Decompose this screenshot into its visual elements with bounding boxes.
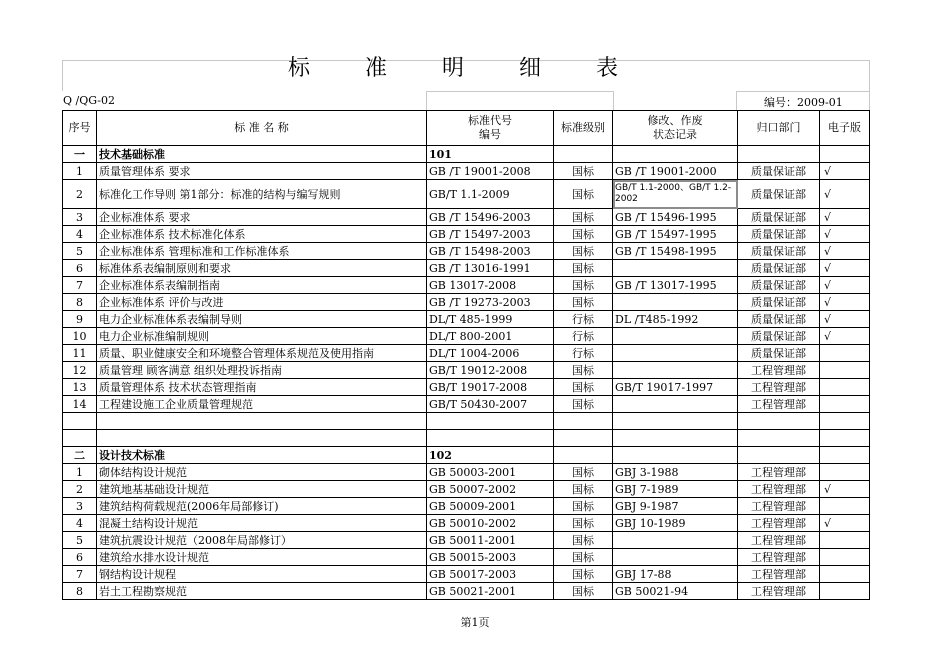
row-dept: 工程管理部: [738, 566, 820, 583]
row-revision: GBJ 17-88: [613, 566, 738, 583]
row-no: 9: [63, 311, 97, 328]
row-electronic: √: [820, 226, 870, 243]
row-revision: DL /T485-1992: [613, 311, 738, 328]
blank-cell: [63, 430, 97, 447]
row-code: GB 50021-2001: [427, 583, 554, 600]
header-revision-line2: 状态记录: [653, 128, 697, 141]
blank-cell: [820, 413, 870, 430]
section-code: 101: [427, 146, 554, 163]
header-electronic: 电子版: [820, 111, 870, 146]
row-name: 质量管理 顾客满意 组织处理投诉指南: [97, 362, 427, 379]
row-dept: 工程管理部: [738, 362, 820, 379]
blank-cell: [97, 430, 427, 447]
row-dept: 质量保证部: [738, 311, 820, 328]
row-revision: [613, 396, 738, 413]
row-dept: 质量保证部: [738, 243, 820, 260]
row-code: GB 50017-2003: [427, 566, 554, 583]
row-electronic: [820, 345, 870, 362]
section-blank-cell: [613, 447, 738, 464]
row-dept: 质量保证部: [738, 328, 820, 345]
table-row: [63, 294, 870, 311]
row-revision: GB 50021-94: [613, 583, 738, 600]
row-level: 国标: [554, 180, 613, 209]
table-row: [63, 345, 870, 362]
table-row: [63, 311, 870, 328]
blank-cell: [613, 430, 738, 447]
header-dept: 归口部门: [738, 111, 820, 146]
row-electronic: [820, 566, 870, 583]
row-level: 国标: [554, 209, 613, 226]
row-revision: GBJ 7-1989: [613, 481, 738, 498]
row-name: 建筑地基基础设计规范: [97, 481, 427, 498]
row-electronic: √: [820, 515, 870, 532]
row-code: GB 13017-2008: [427, 277, 554, 294]
row-no: 6: [63, 549, 97, 566]
row-revision: GBJ 9-1987: [613, 498, 738, 515]
section-blank-cell: [820, 146, 870, 163]
row-revision: GB/T 19017-1997: [613, 379, 738, 396]
doc-code: Q /QG-02: [63, 94, 115, 107]
row-no: 10: [63, 328, 97, 345]
row-revision: [613, 345, 738, 362]
row-code: GB /T 13016-1991: [427, 260, 554, 277]
standards-table: [62, 110, 870, 600]
row-code: GB/T 19017-2008: [427, 379, 554, 396]
row-no: 3: [63, 209, 97, 226]
blank-cell: [554, 430, 613, 447]
row-name: 岩土工程勘察规范: [97, 583, 427, 600]
row-level: 国标: [554, 566, 613, 583]
row-no: 6: [63, 260, 97, 277]
row-code: GB 50003-2001: [427, 464, 554, 481]
header-name: 标 准 名 称: [97, 111, 427, 146]
table-row: [63, 566, 870, 583]
table-row: [63, 549, 870, 566]
row-name: 质量管理体系 要求: [97, 163, 427, 180]
row-name: 建筑抗震设计规范（2008年局部修订）: [97, 532, 427, 549]
row-name: 质量、职业健康安全和环境整合管理体系规范及使用指南: [97, 345, 427, 362]
table-row: [63, 362, 870, 379]
row-revision: GB /T 19001-2000: [613, 163, 738, 180]
table-row: [63, 163, 870, 180]
row-code: GB 50015-2003: [427, 549, 554, 566]
row-no: 3: [63, 498, 97, 515]
row-code: GB/T 19012-2008: [427, 362, 554, 379]
header-code-line2: 编号: [479, 128, 501, 141]
row-no: 13: [63, 379, 97, 396]
row-electronic: [820, 498, 870, 515]
table-row: [63, 498, 870, 515]
row-no: 11: [63, 345, 97, 362]
row-level: 国标: [554, 277, 613, 294]
row-revision: GBJ 10-1989: [613, 515, 738, 532]
row-level: 国标: [554, 583, 613, 600]
row-revision: [613, 532, 738, 549]
row-name: 混凝土结构设计规范: [97, 515, 427, 532]
row-electronic: √: [820, 277, 870, 294]
row-level: 国标: [554, 481, 613, 498]
row-code: GB 50007-2002: [427, 481, 554, 498]
doc-number: 编号：2009-01: [764, 96, 843, 109]
row-electronic: [820, 583, 870, 600]
blank-cell: [738, 430, 820, 447]
row-dept: 工程管理部: [738, 481, 820, 498]
row-name: 质量管理体系 技术状态管理指南: [97, 379, 427, 396]
table-row: [63, 209, 870, 226]
row-level: 国标: [554, 260, 613, 277]
row-electronic: √: [820, 328, 870, 345]
table-row: [63, 277, 870, 294]
row-revision: GBJ 3-1988: [613, 464, 738, 481]
row-dept: 工程管理部: [738, 549, 820, 566]
row-electronic: √: [820, 260, 870, 277]
section-blank-cell: [613, 146, 738, 163]
row-name: 企业标准体系 要求: [97, 209, 427, 226]
row-no: 4: [63, 226, 97, 243]
row-electronic: √: [820, 243, 870, 260]
row-revision: GB /T 15498-1995: [613, 243, 738, 260]
row-level: 国标: [554, 396, 613, 413]
table-row: [63, 583, 870, 600]
blank-cell: [613, 413, 738, 430]
row-no: 5: [63, 243, 97, 260]
blank-cell: [97, 413, 427, 430]
row-electronic: √: [820, 180, 870, 209]
row-code: DL/T 1004-2006: [427, 345, 554, 362]
row-level: 国标: [554, 243, 613, 260]
row-electronic: [820, 549, 870, 566]
row-dept: 质量保证部: [738, 180, 820, 209]
page-number: 第1页: [460, 616, 490, 629]
row-electronic: [820, 464, 870, 481]
row-no: 5: [63, 532, 97, 549]
blank-cell: [738, 413, 820, 430]
row-level: 国标: [554, 362, 613, 379]
table-row: [63, 481, 870, 498]
row-dept: 工程管理部: [738, 515, 820, 532]
row-revision: GB /T 15497-1995: [613, 226, 738, 243]
row-level: 国标: [554, 549, 613, 566]
row-dept: 工程管理部: [738, 583, 820, 600]
row-no: 7: [63, 566, 97, 583]
row-name: 电力企业标准体系表编制导则: [97, 311, 427, 328]
row-dept: 工程管理部: [738, 396, 820, 413]
header-revision-line1: 修改、作废: [647, 114, 703, 127]
row-dept: 工程管理部: [738, 379, 820, 396]
row-no: 12: [63, 362, 97, 379]
row-electronic: [820, 532, 870, 549]
row-revision: [613, 328, 738, 345]
blank-cell: [554, 413, 613, 430]
row-code: GB /T 15498-2003: [427, 243, 554, 260]
row-code: GB /T 15497-2003: [427, 226, 554, 243]
row-code: GB 50011-2001: [427, 532, 554, 549]
row-code: GB /T 19001-2008: [427, 163, 554, 180]
row-level: 国标: [554, 498, 613, 515]
row-electronic: √: [820, 481, 870, 498]
header-revision: [613, 111, 738, 146]
header-row: [63, 111, 870, 146]
blank-row: [63, 413, 870, 430]
row-dept: 工程管理部: [738, 532, 820, 549]
row-name: 建筑给水排水设计规范: [97, 549, 427, 566]
row-code: GB/T 1.1-2009: [427, 180, 554, 209]
header-code-line1: 标准代号: [468, 114, 512, 127]
section-name: 设计技术标准: [97, 447, 427, 464]
table-row: [63, 328, 870, 345]
row-name: 工程建设施工企业质量管理规范: [97, 396, 427, 413]
row-dept: 工程管理部: [738, 498, 820, 515]
section-row: [63, 447, 870, 464]
section-blank-cell: [820, 447, 870, 464]
row-code: GB /T 15496-2003: [427, 209, 554, 226]
blank-row: [63, 430, 870, 447]
row-electronic: [820, 362, 870, 379]
page-title: 标 准 明 细 表: [288, 56, 642, 81]
row-name: 标准化工作导则 第1部分：标准的结构与编写规则: [97, 180, 427, 209]
row-level: 国标: [554, 515, 613, 532]
table-row: [63, 396, 870, 413]
table-row: [63, 243, 870, 260]
row-electronic: √: [820, 163, 870, 180]
row-level: 国标: [554, 379, 613, 396]
row-dept: 工程管理部: [738, 464, 820, 481]
table-row: [63, 260, 870, 277]
row-dept: 质量保证部: [738, 345, 820, 362]
row-dept: 质量保证部: [738, 260, 820, 277]
row-level: 国标: [554, 163, 613, 180]
row-no: 14: [63, 396, 97, 413]
row-name: 企业标准体系 管理标准和工作标准体系: [97, 243, 427, 260]
table-row: [63, 515, 870, 532]
row-name: 企业标准体系 评价与改进: [97, 294, 427, 311]
row-no: 1: [63, 464, 97, 481]
row-revision: GB/T 1.1-2000、GB/T 1.2-2002: [613, 180, 738, 209]
row-code: DL/T 485-1999: [427, 311, 554, 328]
row-revision: [613, 294, 738, 311]
table-row: [63, 532, 870, 549]
row-level: 国标: [554, 294, 613, 311]
section-blank-cell: [554, 146, 613, 163]
row-dept: 质量保证部: [738, 277, 820, 294]
row-no: 7: [63, 277, 97, 294]
row-electronic: √: [820, 294, 870, 311]
table-row: [63, 464, 870, 481]
row-electronic: √: [820, 311, 870, 328]
table-row: [63, 180, 870, 209]
section-blank-cell: [554, 447, 613, 464]
row-no: 2: [63, 180, 97, 209]
row-level: 行标: [554, 345, 613, 362]
section-blank-cell: [738, 447, 820, 464]
row-name: 钢结构设计规程: [97, 566, 427, 583]
row-no: 1: [63, 163, 97, 180]
row-code: GB /T 19273-2003: [427, 294, 554, 311]
row-level: 国标: [554, 532, 613, 549]
section-row: [63, 146, 870, 163]
meta-blank-cell: [426, 91, 614, 111]
row-name: 标准体系表编制原则和要求: [97, 260, 427, 277]
row-electronic: √: [820, 209, 870, 226]
header-level: 标准级别: [554, 111, 613, 146]
row-code: DL/T 800-2001: [427, 328, 554, 345]
row-revision: [613, 362, 738, 379]
row-revision: GB /T 13017-1995: [613, 277, 738, 294]
header-code: [427, 111, 554, 146]
row-level: 国标: [554, 464, 613, 481]
blank-cell: [427, 413, 554, 430]
row-dept: 质量保证部: [738, 163, 820, 180]
row-level: 行标: [554, 311, 613, 328]
row-dept: 质量保证部: [738, 209, 820, 226]
row-no: 2: [63, 481, 97, 498]
row-no: 4: [63, 515, 97, 532]
row-electronic: [820, 379, 870, 396]
row-name: 砌体结构设计规范: [97, 464, 427, 481]
blank-cell: [820, 430, 870, 447]
row-dept: 质量保证部: [738, 226, 820, 243]
row-no: 8: [63, 583, 97, 600]
section-name: 技术基础标准: [97, 146, 427, 163]
row-no: 8: [63, 294, 97, 311]
row-revision: [613, 260, 738, 277]
row-code: GB 50009-2001: [427, 498, 554, 515]
row-level: 行标: [554, 328, 613, 345]
row-electronic: [820, 396, 870, 413]
section-no: 二: [63, 447, 97, 464]
row-name: 企业标准体系 技术标准化体系: [97, 226, 427, 243]
row-revision: GB /T 15496-1995: [613, 209, 738, 226]
row-revision: [613, 549, 738, 566]
section-code: 102: [427, 447, 554, 464]
blank-cell: [427, 430, 554, 447]
row-name: 企业标准体系表编制指南: [97, 277, 427, 294]
row-name: 电力企业标准编制规则: [97, 328, 427, 345]
section-no: 一: [63, 146, 97, 163]
header-no: 序号: [63, 111, 97, 146]
row-dept: 质量保证部: [738, 294, 820, 311]
row-code: GB 50010-2002: [427, 515, 554, 532]
blank-cell: [63, 413, 97, 430]
row-name: 建筑结构荷载规范(2006年局部修订): [97, 498, 427, 515]
table-row: [63, 379, 870, 396]
row-code: GB/T 50430-2007: [427, 396, 554, 413]
row-level: 国标: [554, 226, 613, 243]
section-blank-cell: [738, 146, 820, 163]
table-row: [63, 226, 870, 243]
